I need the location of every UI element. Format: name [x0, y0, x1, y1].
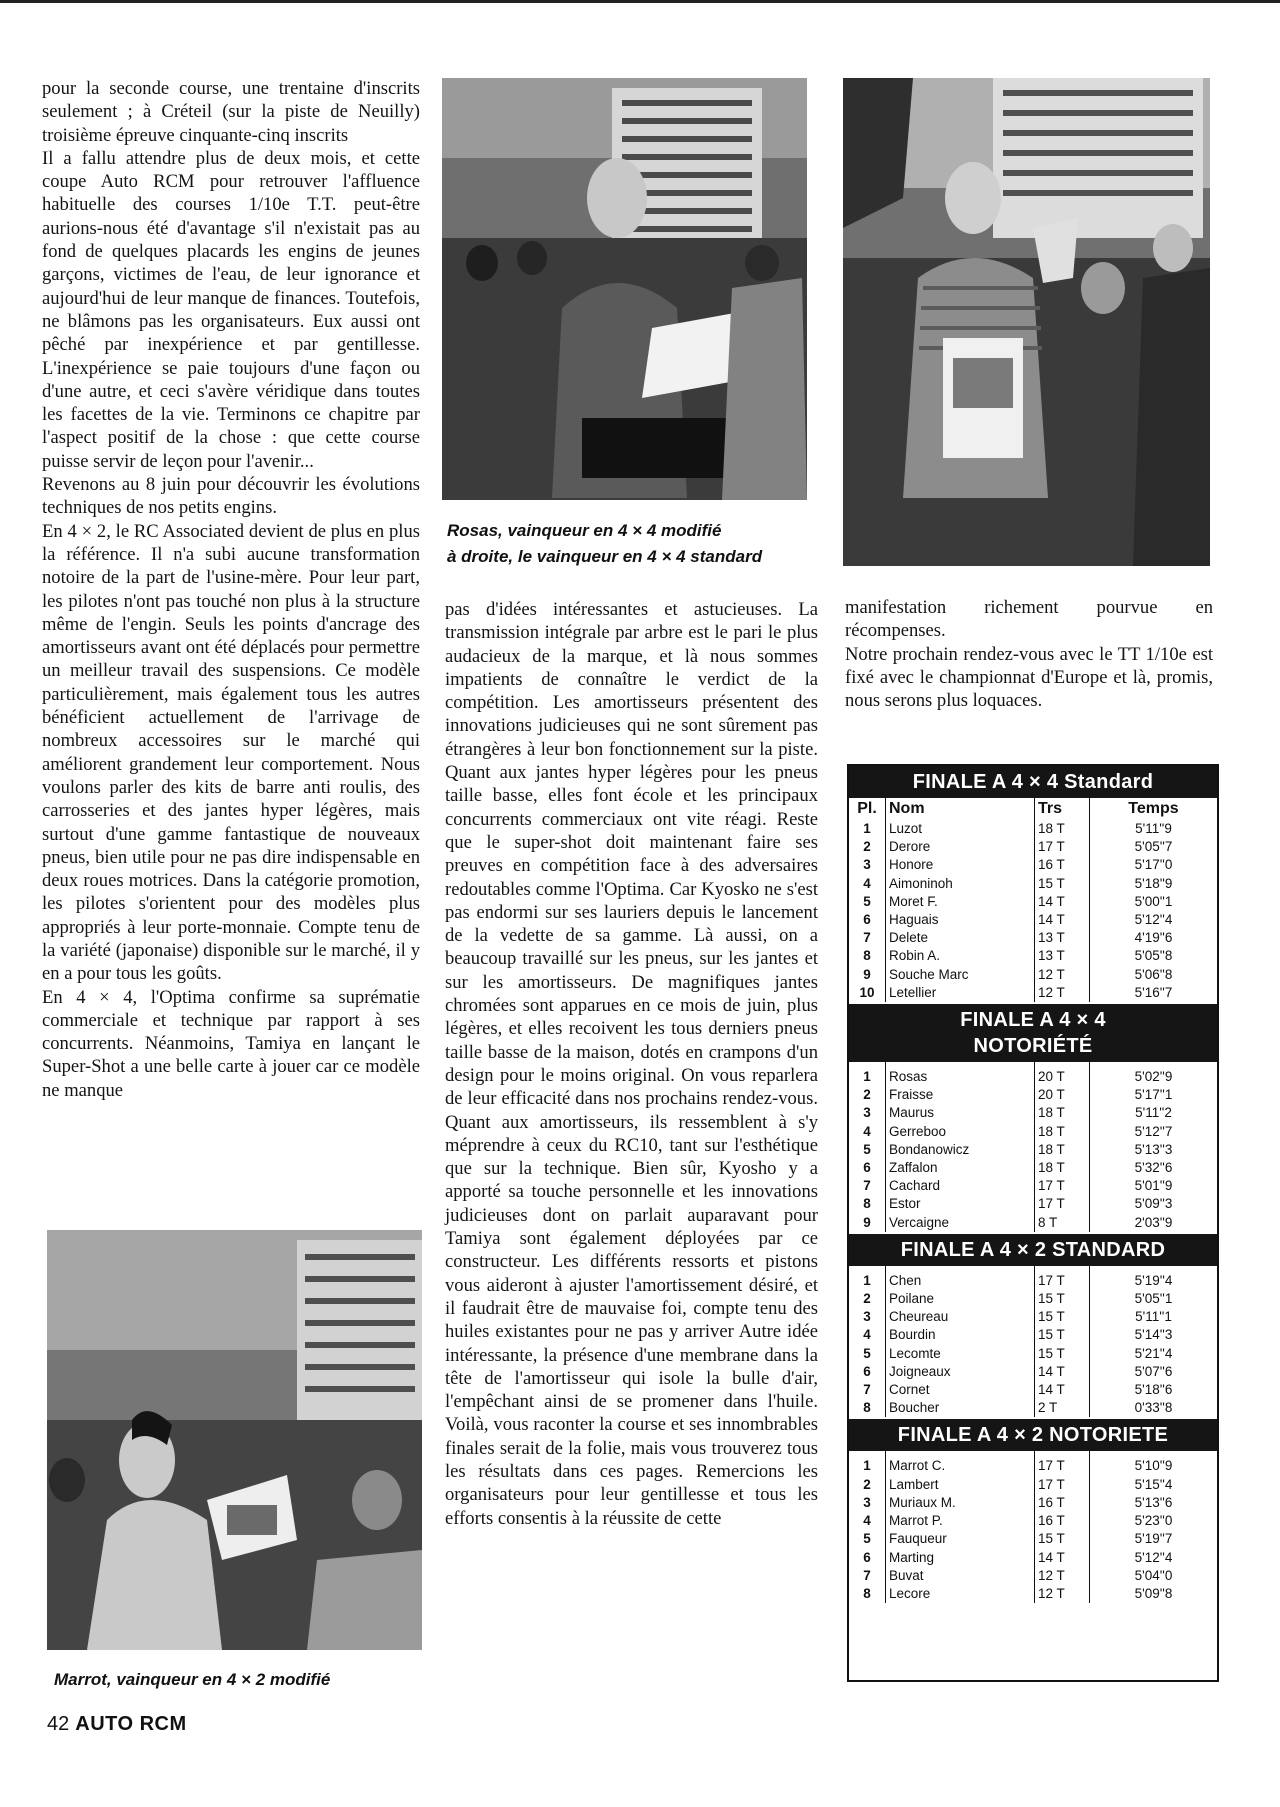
table-row	[849, 911, 1217, 929]
results-section	[849, 798, 1217, 1002]
laps-cell: 20 T	[1035, 1086, 1090, 1104]
laps-cell: 14 T	[1035, 1381, 1090, 1399]
table-row	[849, 1326, 1217, 1344]
time-cell: 5'12''7	[1134, 1123, 1173, 1139]
place-cell: 1	[849, 1068, 886, 1086]
table-row	[849, 1567, 1217, 1585]
section-title-line: NOTORIÉTÉ	[973, 1035, 1093, 1058]
section-title-line: FINALE A 4 × 4	[960, 1009, 1106, 1032]
name-cell: Bourdin	[886, 1326, 1035, 1344]
table-row	[849, 1512, 1217, 1530]
name-cell: Letellier	[886, 984, 1035, 1002]
time-cell: 5'19''4	[1134, 1272, 1173, 1288]
place-cell: 1	[849, 1457, 886, 1475]
time-cell: 5'06''8	[1134, 966, 1173, 982]
section-rows	[849, 1457, 1217, 1603]
table-row	[849, 875, 1217, 893]
name-cell: Honore	[886, 856, 1035, 874]
laps-cell: 14 T	[1035, 893, 1090, 911]
name-cell: Vercaigne	[886, 1214, 1035, 1232]
name-cell: Bondanowicz	[886, 1141, 1035, 1159]
place-cell: 7	[849, 1567, 886, 1585]
place-cell: 9	[849, 1214, 886, 1232]
time-cell: 5'18''6	[1134, 1382, 1173, 1398]
caption-line: Marrot, vainqueur en 4 × 2 modifié	[54, 1670, 331, 1689]
laps-cell: 15 T	[1035, 1290, 1090, 1308]
table-row	[849, 1549, 1217, 1567]
place-cell: 8	[849, 947, 886, 965]
name-cell: Derore	[886, 838, 1035, 856]
name-cell: Lecomte	[886, 1345, 1035, 1363]
place-cell: 8	[849, 1195, 886, 1213]
place-cell: 10	[849, 984, 886, 1002]
laps-cell: 17 T	[1035, 1272, 1090, 1290]
left-column-text	[42, 77, 420, 1102]
time-cell: 5'17''0	[1134, 857, 1173, 873]
place-cell: 3	[849, 1104, 886, 1122]
place-cell: 1	[849, 1272, 886, 1290]
name-cell: Estor	[886, 1195, 1035, 1213]
table-row	[849, 984, 1217, 1002]
section-rows	[849, 1272, 1217, 1418]
table-row	[849, 1476, 1217, 1494]
header-temps: Temps	[1128, 799, 1179, 817]
time-cell: 5'09''8	[1134, 1585, 1173, 1601]
name-cell: Poilane	[886, 1290, 1035, 1308]
laps-cell: 16 T	[1035, 1512, 1090, 1530]
place-cell: 7	[849, 1177, 886, 1195]
laps-cell: 2 T	[1035, 1399, 1090, 1417]
table-row	[849, 1381, 1217, 1399]
name-cell: Aimoninoh	[886, 875, 1035, 893]
name-cell: Marting	[886, 1549, 1035, 1567]
results-table	[847, 764, 1219, 1682]
place-cell: 8	[849, 1399, 886, 1417]
table-row	[849, 929, 1217, 947]
place-cell: 5	[849, 1141, 886, 1159]
time-cell: 5'10''9	[1134, 1458, 1173, 1474]
table-row	[849, 838, 1217, 856]
name-cell: Fraisse	[886, 1086, 1035, 1104]
table-header-row	[849, 798, 1217, 820]
time-cell: 5'15''4	[1134, 1476, 1173, 1492]
laps-cell: 12 T	[1035, 984, 1090, 1002]
magazine-name: AUTO RCM	[75, 1713, 187, 1735]
name-cell: Luzot	[886, 820, 1035, 838]
place-cell: 6	[849, 1159, 886, 1177]
time-cell: 5'04''0	[1134, 1567, 1173, 1583]
laps-cell: 17 T	[1035, 1177, 1090, 1195]
time-cell: 5'17''1	[1134, 1087, 1173, 1103]
results-section	[849, 1062, 1217, 1232]
table-row	[849, 1399, 1217, 1417]
caption-line: à droite, le vainqueur en 4 × 4 standard	[447, 547, 763, 566]
place-cell: 4	[849, 1326, 886, 1344]
laps-cell: 17 T	[1035, 838, 1090, 856]
table-row	[849, 1457, 1217, 1475]
paragraph: manifestation richement pourvue en récompenses.	[845, 597, 1213, 642]
place-cell: 3	[849, 1494, 886, 1512]
paragraph: Il a fallu attendre plus de deux mois, et cette coupe Auto RCM pour retrouver l'affluence habituelle des courses 1/10e T.T. peut-être aurions-nous été d'avantage s'il n'existait pas au fond de quelques placards les engins de jeunes garçons, victimes de l'eau, de leur ignorance et aujourd'hui de leur manque de finances. Toutefois, ne blâmons pas les organisateurs. Eux aussi ont pêché par inexpérience et par gentillesse. L'inexpérience se paie toujours d'une façon ou d'une autre, et ceci s'avère véridique dans toutes les facettes de la vie. Terminons ce chapitre par l'aspect positif de la chose : que cette course puisse servir de leçon pour l'avenir...	[42, 147, 420, 472]
middle-column-text	[445, 598, 818, 1530]
time-cell: 5'18''9	[1134, 875, 1173, 891]
right-column-text	[845, 596, 1213, 712]
results-section	[849, 1451, 1217, 1603]
place-cell: 6	[849, 1549, 886, 1567]
section-title: FINALE A 4 × 4 Standard	[849, 766, 1217, 798]
laps-cell: 18 T	[1035, 1123, 1090, 1141]
table-row	[849, 1272, 1217, 1290]
name-cell: Fauqueur	[886, 1530, 1035, 1548]
laps-cell: 18 T	[1035, 820, 1090, 838]
name-cell: Haguais	[886, 911, 1035, 929]
paragraph: En 4 × 2, le RC Associated devient de plus en plus la référence. Il n'a subi aucune transformation notoire de la part de l'usine-mère. Pour leur part, les pilotes n'ont pas touché non plus à la structure même de l'engin. Seuls les points d'ancrage des amortisseurs avant ont été déplacés pour permettre un meilleur travail des suspensions. Ce modèle particulièrement, mais également tous les autres bénéficient actuellement de l'arrivage de nombreux accessoires sur le marché qui améliorent grandement leur comportement. Nous voulons parler des kits de barre anti roulis, des carrosseries et des jantes hyper légères, mais surtout d'une gamme fantastique de nouveaux pneus, bien utile pour ne pas dire indispensable en deux roues motrices. Dans la catégorie promotion, les pilotes s'orientent pour des modèles plus appropriés à leur porte-monnaie. Compte tenu de la variété (japonaise) disponible sur le marché, il y en a pour tous les goûts.	[42, 520, 420, 985]
time-cell: 5'07''6	[1134, 1363, 1173, 1379]
header-pl: Pl.	[849, 798, 886, 820]
place-cell: 8	[849, 1585, 886, 1603]
time-cell: 5'05''8	[1134, 948, 1173, 964]
place-cell: 4	[849, 1512, 886, 1530]
laps-cell: 18 T	[1035, 1141, 1090, 1159]
table-row	[849, 1086, 1217, 1104]
time-cell: 5'12''4	[1134, 912, 1173, 928]
place-cell: 2	[849, 1476, 886, 1494]
table-row	[849, 947, 1217, 965]
place-cell: 5	[849, 1530, 886, 1548]
time-cell: 5'05''1	[1134, 1291, 1173, 1307]
laps-cell: 14 T	[1035, 911, 1090, 929]
place-cell: 7	[849, 929, 886, 947]
name-cell: Marrot P.	[886, 1512, 1035, 1530]
photo-rosas-image	[442, 78, 807, 500]
laps-cell: 18 T	[1035, 1159, 1090, 1177]
laps-cell: 13 T	[1035, 947, 1090, 965]
section-rows	[849, 1068, 1217, 1232]
name-cell: Rosas	[886, 1068, 1035, 1086]
laps-cell: 18 T	[1035, 1104, 1090, 1122]
name-cell: Cheureau	[886, 1308, 1035, 1326]
table-row	[849, 856, 1217, 874]
time-cell: 5'12''4	[1134, 1549, 1173, 1565]
time-cell: 5'14''3	[1134, 1327, 1173, 1343]
table-row	[849, 1195, 1217, 1213]
place-cell: 3	[849, 856, 886, 874]
photo-rosas	[442, 78, 807, 500]
place-cell: 5	[849, 1345, 886, 1363]
time-cell: 5'16''7	[1134, 984, 1173, 1000]
header-nom: Nom	[886, 798, 1035, 820]
name-cell: Marrot C.	[886, 1457, 1035, 1475]
laps-cell: 15 T	[1035, 1308, 1090, 1326]
name-cell: Maurus	[886, 1104, 1035, 1122]
name-cell: Cachard	[886, 1177, 1035, 1195]
laps-cell: 15 T	[1035, 1345, 1090, 1363]
name-cell: Gerreboo	[886, 1123, 1035, 1141]
name-cell: Lecore	[886, 1585, 1035, 1603]
laps-cell: 12 T	[1035, 966, 1090, 984]
laps-cell: 12 T	[1035, 1585, 1090, 1603]
section-title: FINALE A 4 × 2 STANDARD	[849, 1234, 1217, 1266]
table-row	[849, 1123, 1217, 1141]
top-rule	[0, 0, 1280, 3]
time-cell: 5'32''6	[1134, 1160, 1173, 1176]
laps-cell: 16 T	[1035, 856, 1090, 874]
results-section	[849, 1266, 1217, 1418]
table-row	[849, 1530, 1217, 1548]
time-cell: 5'13''6	[1134, 1494, 1173, 1510]
laps-cell: 17 T	[1035, 1476, 1090, 1494]
place-cell: 5	[849, 893, 886, 911]
photo-marrot-image	[47, 1230, 422, 1650]
table-row	[849, 1290, 1217, 1308]
caption-top	[447, 518, 837, 570]
section-rows	[849, 820, 1217, 1002]
section-title: FINALE A 4 × 2 NOTORIETE	[849, 1419, 1217, 1451]
laps-cell: 16 T	[1035, 1494, 1090, 1512]
time-cell: 4'19''6	[1134, 930, 1173, 946]
paragraph: pour la seconde course, une trentaine d'inscrits seulement ; à Créteil (sur la piste de Neuilly) troisième épreuve cinquante-cinq inscrits	[42, 78, 420, 146]
laps-cell: 17 T	[1035, 1457, 1090, 1475]
place-cell: 4	[849, 1123, 886, 1141]
page-number: 42	[47, 1713, 70, 1735]
table-row	[849, 1177, 1217, 1195]
caption-bottom	[54, 1667, 424, 1693]
name-cell: Robin A.	[886, 947, 1035, 965]
place-cell: 2	[849, 1290, 886, 1308]
place-cell: 4	[849, 875, 886, 893]
paragraph: Notre prochain rendez-vous avec le TT 1/10e est fixé avec le championnat d'Europe et là, promis, nous serons plus loquaces.	[845, 643, 1213, 712]
table-row	[849, 966, 1217, 984]
name-cell: Buvat	[886, 1567, 1035, 1585]
time-cell: 5'11''2	[1135, 1105, 1172, 1121]
table-row	[849, 1494, 1217, 1512]
name-cell: Chen	[886, 1272, 1035, 1290]
name-cell: Delete	[886, 929, 1035, 947]
time-cell: 5'19''7	[1134, 1531, 1173, 1547]
photo-winner-image	[843, 78, 1210, 566]
name-cell: Boucher	[886, 1399, 1035, 1417]
photo-marrot	[47, 1230, 422, 1650]
place-cell: 6	[849, 1363, 886, 1381]
time-cell: 2'03''9	[1134, 1214, 1173, 1230]
place-cell: 2	[849, 1086, 886, 1104]
place-cell: 3	[849, 1308, 886, 1326]
time-cell: 5'23''0	[1134, 1513, 1173, 1529]
laps-cell: 15 T	[1035, 1530, 1090, 1548]
laps-cell: 15 T	[1035, 1326, 1090, 1344]
paragraph: En 4 × 4, l'Optima confirme sa suprématie commerciale et technique par rapport à ses concurrents. Néanmoins, Tamiya en lançant le Super-Shot a une belle carte à jouer car ce modèle ne manque	[42, 986, 420, 1101]
time-cell: 5'01''9	[1134, 1178, 1173, 1194]
table-row	[849, 1363, 1217, 1381]
table-row	[849, 1214, 1217, 1232]
table-row	[849, 1104, 1217, 1122]
table-row	[849, 1308, 1217, 1326]
laps-cell: 17 T	[1035, 1195, 1090, 1213]
laps-cell: 15 T	[1035, 875, 1090, 893]
table-row	[849, 820, 1217, 838]
table-row	[849, 893, 1217, 911]
laps-cell: 13 T	[1035, 929, 1090, 947]
table-row	[849, 1159, 1217, 1177]
name-cell: Muriaux M.	[886, 1494, 1035, 1512]
table-row	[849, 1068, 1217, 1086]
table-row	[849, 1585, 1217, 1603]
name-cell: Lambert	[886, 1476, 1035, 1494]
name-cell: Cornet	[886, 1381, 1035, 1399]
name-cell: Zaffalon	[886, 1159, 1035, 1177]
time-cell: 5'09''3	[1134, 1196, 1173, 1212]
section-title-4x4-notoriete	[849, 1004, 1217, 1062]
time-cell: 5'11''1	[1135, 1309, 1172, 1325]
laps-cell: 14 T	[1035, 1363, 1090, 1381]
time-cell: 5'05''7	[1134, 839, 1173, 855]
paragraph: Revenons au 8 juin pour découvrir les évolutions techniques de nos petits engins.	[42, 474, 420, 519]
laps-cell: 8 T	[1035, 1214, 1090, 1232]
time-cell: 5'11''9	[1135, 821, 1172, 836]
caption-line: Rosas, vainqueur en 4 × 4 modifié	[447, 521, 722, 540]
table-row	[849, 1345, 1217, 1363]
time-cell: 0'33''8	[1134, 1400, 1173, 1416]
time-cell: 5'21''4	[1134, 1345, 1173, 1361]
page-footer	[47, 1713, 187, 1736]
laps-cell: 12 T	[1035, 1567, 1090, 1585]
place-cell: 7	[849, 1381, 886, 1399]
table-row	[849, 1141, 1217, 1159]
time-cell: 5'02''9	[1134, 1069, 1173, 1085]
header-trs: Trs	[1035, 798, 1090, 820]
place-cell: 6	[849, 911, 886, 929]
name-cell: Souche Marc	[886, 966, 1035, 984]
place-cell: 9	[849, 966, 886, 984]
time-cell: 5'00''1	[1134, 893, 1173, 909]
laps-cell: 20 T	[1035, 1068, 1090, 1086]
place-cell: 1	[849, 820, 886, 838]
name-cell: Joigneaux	[886, 1363, 1035, 1381]
place-cell: 2	[849, 838, 886, 856]
photo-4x4-standard-winner	[843, 78, 1210, 566]
name-cell: Moret F.	[886, 893, 1035, 911]
time-cell: 5'13''3	[1134, 1141, 1173, 1157]
laps-cell: 14 T	[1035, 1549, 1090, 1567]
paragraph: pas d'idées intéressantes et astucieuses. La transmission intégrale par arbre est le pari le plus audacieux de la marque, et là nous sommes impatients de connaître le verdict de la compétition. Les amortisseurs présentent des innovations judicieuses qui ne sont sûrement pas étrangères à leur bon fonctionnement sur la piste. Quant aux jantes hyper légères pour les pneus taille basse, elles font école et les principaux concurrents commerciaux ont vite réagi. Reste que le super-shot doit maintenant faire ses preuves en compétition face à des adversaires redoutables comme l'Optima. Car Kyosko ne s'est pas endormi sur ses lauriers depuis le lancement de la vedette de sa gamme. Là aussi, on a beaucoup travaillé sur les pneus, sur les jantes et sur les amortisseurs. De magnifiques jantes chromées sont apparues en ce mois de juin, plus légères, et elles recoivent les tous derniers pneus taille basse de la maison, dotés en crampons d'un design pour le moins original. On vous reparlera de leur efficacité dans nos prochains rendez-vous. Quant aux amortisseurs, ils ressemblent à s'y méprendre à ceux du RC10, tant sur l'esthétique que sur la technique. Bien sûr, Kyosho y a apporté sa touche personnelle et les innovations judicieuses dont on parlait auparavant pour Tamiya sont également déployées par ce constructeur. Les différents ressorts et pistons vous aideront à ajuster l'amortissement désiré, et il faudrait être de mauvaise foi, compte tenu des huiles existantes pour ne pas y arriver Autre idée intéressante, la présence d'une membrane dans la tête de l'amortisseur qui isole la bulle d'air, l'empêchant ainsi de se promener dans l'huile. Voilà, vous raconter la course et ses innombrables finales serait de la folie, mais vous trouverez tous les résultats dans ces pages. Remercions les organisateurs pour leur gentillesse et tous les efforts consentis à la réussite de cette	[445, 599, 818, 1529]
